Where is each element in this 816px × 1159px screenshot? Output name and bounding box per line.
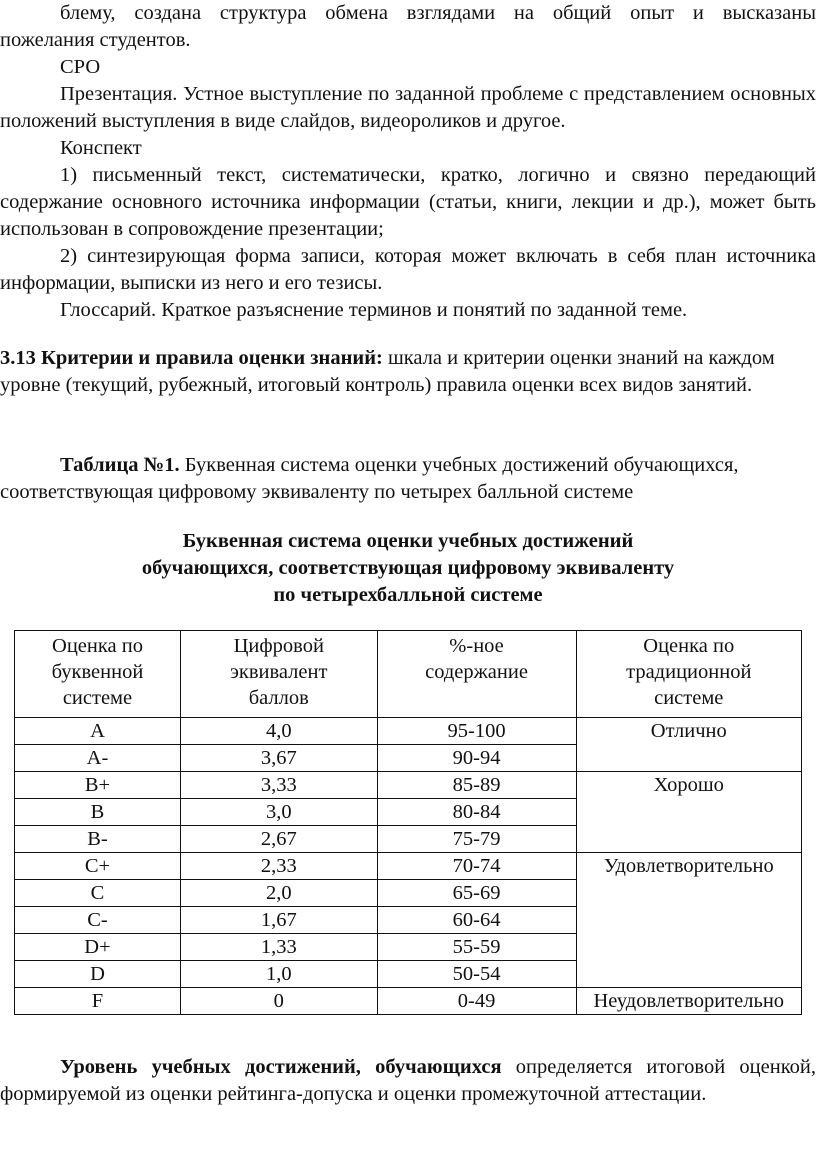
konspekt-item-2: 2) синтезирующая форма записи, которая может включать в себя план источника информации, выписки из него и его тезисы.: [0, 245, 816, 294]
table-title-line-3: по четырехбалльной системе: [273, 584, 543, 606]
cell-traditional: Неудовлетворительно: [576, 988, 801, 1015]
section-heading: [0, 345, 790, 399]
table-row: [15, 988, 802, 1015]
header-traditional: Оценка по традиционной системе: [576, 631, 801, 718]
table-row: [15, 826, 802, 853]
cell-letter: B-: [15, 826, 181, 853]
cell-traditional: [576, 799, 801, 826]
footer-rest: определяется итоговой оценкой, формируемой из оценки рейтинга-допуска и оценки промежуточной аттестации.: [0, 1056, 816, 1105]
table-row: [15, 799, 802, 826]
table-row: [15, 934, 802, 961]
cell-letter: A: [15, 718, 181, 745]
konspekt-item-1: 1) письменный текст, систематически, кратко, логично и связно передающий содержание основного источника информации (статьи, книги, лекции и др.), может быть использован в сопровождение презентации;: [0, 164, 816, 240]
cell-percent: 0-49: [377, 988, 576, 1015]
cell-letter: F: [15, 988, 181, 1015]
cell-percent: 90-94: [377, 745, 576, 772]
table-header-row: [15, 631, 802, 718]
cell-percent: 80-84: [377, 799, 576, 826]
cell-percent: 50-54: [377, 961, 576, 988]
cell-percent: 60-64: [377, 907, 576, 934]
konspekt-label: Конспект: [60, 137, 142, 159]
cell-points: 2,67: [180, 826, 377, 853]
table-row: [15, 718, 802, 745]
cell-letter: C+: [15, 853, 181, 880]
cell-points: 1,0: [180, 961, 377, 988]
cell-points: 1,67: [180, 907, 377, 934]
table-title: [0, 528, 816, 609]
table-row: [15, 772, 802, 799]
grading-table: [14, 630, 802, 1015]
table-title-line-2: обучающихся, соответствующая цифровому эквиваленту: [141, 557, 675, 579]
cell-points: 3,0: [180, 799, 377, 826]
table-caption-bold: Таблица №1.: [60, 454, 180, 476]
cell-points: 0: [180, 988, 377, 1015]
table-row: [15, 745, 802, 772]
cell-traditional: [576, 907, 801, 934]
footer-bold: Уровень учебных достижений, обучающихся: [60, 1056, 502, 1078]
intro-line-2: пожелания студентов.: [0, 29, 191, 51]
cell-points: 2,33: [180, 853, 377, 880]
cell-percent: 75-79: [377, 826, 576, 853]
cell-letter: D+: [15, 934, 181, 961]
cell-letter: A-: [15, 745, 181, 772]
cell-percent: 70-74: [377, 853, 576, 880]
cell-traditional: [576, 961, 801, 988]
footer-paragraph: [0, 1054, 816, 1108]
table-row: [15, 961, 802, 988]
table-caption: [0, 452, 816, 506]
header-percent: %-ное содержание: [377, 631, 576, 718]
table-caption-rest: Буквенная система оценки учебных достижений обучающихся, соответствующая цифровому эквиваленту по четырех балльной системе: [0, 454, 739, 503]
cell-traditional: Хорошо: [576, 772, 801, 799]
cell-percent: 95-100: [377, 718, 576, 745]
cell-letter: C: [15, 880, 181, 907]
table-title-line-1: Буквенная система оценки учебных достижений: [182, 530, 634, 552]
cell-letter: B+: [15, 772, 181, 799]
cell-traditional: [576, 934, 801, 961]
presentation-paragraph: Презентация. Устное выступление по заданной проблеме с представлением основных положений выступления в виде слайдов, видеороликов и другое.: [0, 83, 816, 132]
cell-points: 2,0: [180, 880, 377, 907]
intro-line-1: блему, создана структура обмена взглядами на общий опыт и высказаны: [60, 2, 816, 24]
cell-traditional: Удовлетворительно: [576, 853, 801, 880]
cell-letter: B: [15, 799, 181, 826]
header-points: Цифровой эквивалент баллов: [180, 631, 377, 718]
section-heading-rest: шкала и критерии оценки знаний на каждом уровне (текущий, рубежный, итоговый контроль) правила оценки всех видов занятий.: [0, 347, 775, 396]
cell-percent: 65-69: [377, 880, 576, 907]
header-letter: Оценка по буквенной системе: [15, 631, 181, 718]
cell-letter: C-: [15, 907, 181, 934]
cell-traditional: [576, 826, 801, 853]
table-row: [15, 853, 802, 880]
cell-points: 3,67: [180, 745, 377, 772]
table-row: [15, 880, 802, 907]
cell-percent: 85-89: [377, 772, 576, 799]
cell-points: 3,33: [180, 772, 377, 799]
cell-traditional: [576, 745, 801, 772]
cell-points: 4,0: [180, 718, 377, 745]
cell-percent: 55-59: [377, 934, 576, 961]
table-row: [15, 907, 802, 934]
sro-label: СРО: [60, 56, 101, 78]
cell-traditional: [576, 880, 801, 907]
section-heading-bold: 3.13 Критерии и правила оценки знаний:: [0, 347, 383, 369]
cell-points: 1,33: [180, 934, 377, 961]
glossary-paragraph: Глоссарий. Краткое разъяснение терминов и понятий по заданной теме.: [60, 299, 688, 321]
cell-letter: D: [15, 961, 181, 988]
cell-traditional: Отлично: [576, 718, 801, 745]
